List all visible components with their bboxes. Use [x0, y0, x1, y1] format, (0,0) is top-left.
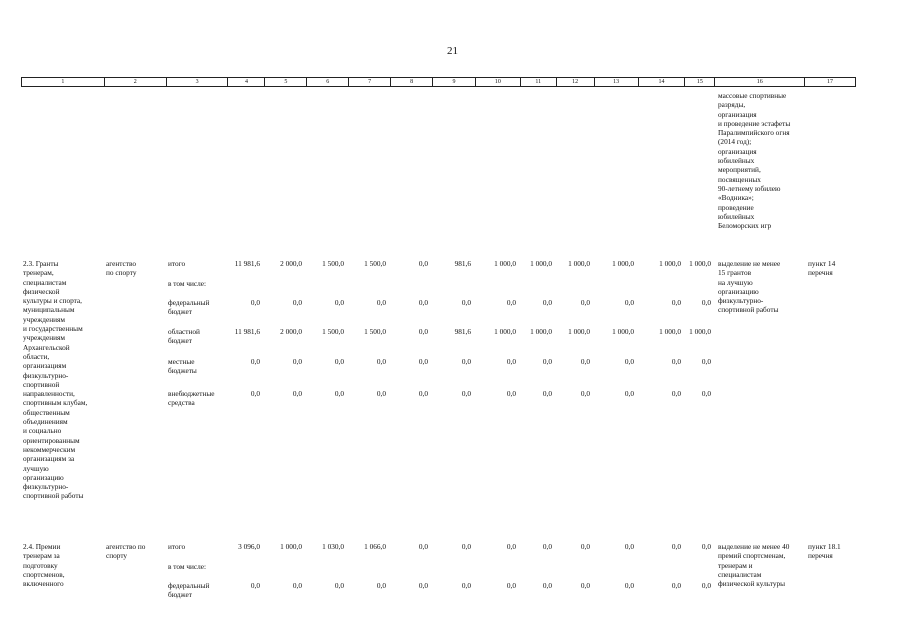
- funding-value: 0,0: [250, 298, 260, 307]
- funding-value: 0,0: [580, 581, 590, 590]
- funding-value: 0,0: [506, 357, 516, 366]
- header-col-14: 14: [639, 78, 686, 86]
- funding-source-label: местные бюджеты: [168, 357, 197, 376]
- funding-value: 1 000,0: [494, 327, 516, 336]
- funding-source-label: областной бюджет: [168, 327, 200, 346]
- funding-value: 1 000,0: [689, 259, 711, 268]
- funding-source-label: итого: [168, 542, 186, 551]
- header-col-3: 3: [167, 78, 229, 86]
- funding-source-label: внебюджетные средства: [168, 389, 215, 408]
- funding-value: 0,0: [701, 357, 711, 366]
- funding-value: 1 000,0: [612, 259, 634, 268]
- funding-value: 0,0: [334, 581, 344, 590]
- funding-value: 0,0: [461, 389, 471, 398]
- funding-value: 2 000,0: [280, 327, 302, 336]
- funding-value: 0,0: [506, 542, 516, 551]
- funding-value: 0,0: [334, 298, 344, 307]
- funding-value: 0,0: [376, 357, 386, 366]
- page-number: 21: [447, 45, 458, 57]
- funding-value: 0,0: [461, 581, 471, 590]
- funding-value: 0,0: [506, 298, 516, 307]
- funding-source-label: федеральный бюджет: [168, 581, 210, 600]
- funding-value: 0,0: [580, 298, 590, 307]
- funding-value: 1 066,0: [364, 542, 386, 551]
- funding-value: 0,0: [542, 357, 552, 366]
- row-reference: пункт 18.1 перечня: [808, 542, 841, 561]
- funding-value: 0,0: [418, 259, 428, 268]
- funding-value: 0,0: [624, 298, 634, 307]
- funding-value: 0,0: [624, 581, 634, 590]
- funding-value: 0,0: [292, 357, 302, 366]
- funding-value: 1 000,0: [689, 327, 711, 336]
- funding-value: 1 000,0: [568, 327, 590, 336]
- header-col-10: 10: [476, 78, 521, 86]
- header-col-11: 11: [521, 78, 557, 86]
- header-col-4: 4: [228, 78, 265, 86]
- funding-value: 981,6: [454, 259, 471, 268]
- header-col-16: 16: [715, 78, 805, 86]
- funding-source-label: в том числе:: [168, 562, 207, 571]
- funding-value: 0,0: [580, 357, 590, 366]
- row-reference: пункт 14 перечня: [808, 259, 836, 278]
- funding-value: 0,0: [542, 581, 552, 590]
- row-executor: агентство по спорту: [106, 542, 146, 561]
- table-header-row: [21, 77, 856, 87]
- funding-value: 0,0: [506, 389, 516, 398]
- header-col-5: 5: [265, 78, 307, 86]
- header-col-8: 8: [391, 78, 433, 86]
- funding-value: 1 000,0: [494, 259, 516, 268]
- funding-value: 0,0: [376, 389, 386, 398]
- funding-value: 1 500,0: [364, 259, 386, 268]
- funding-value: 1 000,0: [280, 542, 302, 551]
- funding-value: 11 981,6: [234, 327, 260, 336]
- header-col-12: 12: [557, 78, 595, 86]
- funding-value: 1 000,0: [659, 259, 681, 268]
- funding-value: 0,0: [461, 542, 471, 551]
- funding-value: 0,0: [701, 389, 711, 398]
- funding-value: 0,0: [418, 389, 428, 398]
- funding-value: 0,0: [250, 389, 260, 398]
- funding-value: 1 000,0: [612, 327, 634, 336]
- funding-source-label: федеральный бюджет: [168, 298, 210, 317]
- funding-value: 1 000,0: [659, 327, 681, 336]
- funding-value: 0,0: [701, 542, 711, 551]
- header-col-7: 7: [349, 78, 391, 86]
- funding-value: 3 096,0: [238, 542, 260, 551]
- funding-value: 1 000,0: [530, 327, 552, 336]
- funding-value: 1 500,0: [322, 259, 344, 268]
- funding-value: 0,0: [506, 581, 516, 590]
- funding-value: 0,0: [334, 389, 344, 398]
- funding-value: 0,0: [701, 298, 711, 307]
- funding-value: 0,0: [292, 581, 302, 590]
- header-col-15: 15: [685, 78, 715, 86]
- header-col-6: 6: [307, 78, 349, 86]
- funding-value: 0,0: [418, 542, 428, 551]
- funding-value: 1 000,0: [568, 259, 590, 268]
- row-item-name: 2.4. Премии тренерам за подготовку спортсменов, включенного: [23, 542, 65, 589]
- funding-value: 0,0: [701, 581, 711, 590]
- funding-value: 981,6: [454, 327, 471, 336]
- funding-value: 0,0: [671, 389, 681, 398]
- funding-value: 0,0: [334, 357, 344, 366]
- funding-value: 2 000,0: [280, 259, 302, 268]
- funding-value: 0,0: [376, 581, 386, 590]
- header-col-9: 9: [433, 78, 476, 86]
- funding-value: 0,0: [250, 357, 260, 366]
- funding-value: 0,0: [671, 542, 681, 551]
- header-col-13: 13: [595, 78, 639, 86]
- funding-value: 0,0: [418, 581, 428, 590]
- funding-value: 0,0: [580, 542, 590, 551]
- funding-value: 1 500,0: [364, 327, 386, 336]
- funding-value: 11 981,6: [234, 259, 260, 268]
- continued-indicator-text: массовые спортивные разряды, организация и проведение эстафеты Паралимпийского огня (2014 год); организация юбилейных мероприятий, посвященных 90-летнему юбилею «Водника»; проведение юбилейных Беломорских игр: [718, 91, 791, 231]
- funding-value: 0,0: [461, 298, 471, 307]
- row-indicator: выделение не менее 40 премий спортсменам, тренерам и специалистам физической культуры: [718, 542, 790, 589]
- funding-value: 0,0: [542, 542, 552, 551]
- funding-value: 1 030,0: [322, 542, 344, 551]
- funding-value: 0,0: [671, 581, 681, 590]
- funding-value: 0,0: [292, 389, 302, 398]
- funding-value: 0,0: [250, 581, 260, 590]
- header-col-2: 2: [105, 78, 167, 86]
- funding-source-label: итого: [168, 259, 186, 268]
- funding-value: 0,0: [461, 357, 471, 366]
- funding-value: 0,0: [418, 357, 428, 366]
- funding-value: 1 500,0: [322, 327, 344, 336]
- funding-value: 0,0: [542, 298, 552, 307]
- row-executor: агентство по спорту: [106, 259, 137, 278]
- funding-value: 0,0: [624, 389, 634, 398]
- funding-value: 0,0: [542, 389, 552, 398]
- funding-value: 1 000,0: [530, 259, 552, 268]
- funding-value: 0,0: [580, 389, 590, 398]
- row-item-name: 2.3. Гранты тренерам, специалистам физической культуры и спорта, муниципальным учреждениям и государственным учреждениям Архангельской области, организациям физкультурно- спортивной направленности, спортивным клубам, общественным объединениям и социально ориентированным некоммерческим организациям за лучшую организацию физкультурно- спортивной работы: [23, 259, 88, 501]
- funding-value: 0,0: [624, 357, 634, 366]
- funding-value: 0,0: [671, 357, 681, 366]
- funding-value: 0,0: [671, 298, 681, 307]
- funding-value: 0,0: [376, 298, 386, 307]
- funding-value: 0,0: [418, 327, 428, 336]
- funding-value: 0,0: [624, 542, 634, 551]
- row-indicator: выделение не менее 15 грантов на лучшую организацию физкультурно- спортивной работы: [718, 259, 781, 315]
- funding-value: 0,0: [418, 298, 428, 307]
- funding-value: 0,0: [292, 298, 302, 307]
- funding-source-label: в том числе:: [168, 279, 207, 288]
- header-col-17: 17: [827, 79, 834, 85]
- header-col-1: 1: [22, 78, 105, 86]
